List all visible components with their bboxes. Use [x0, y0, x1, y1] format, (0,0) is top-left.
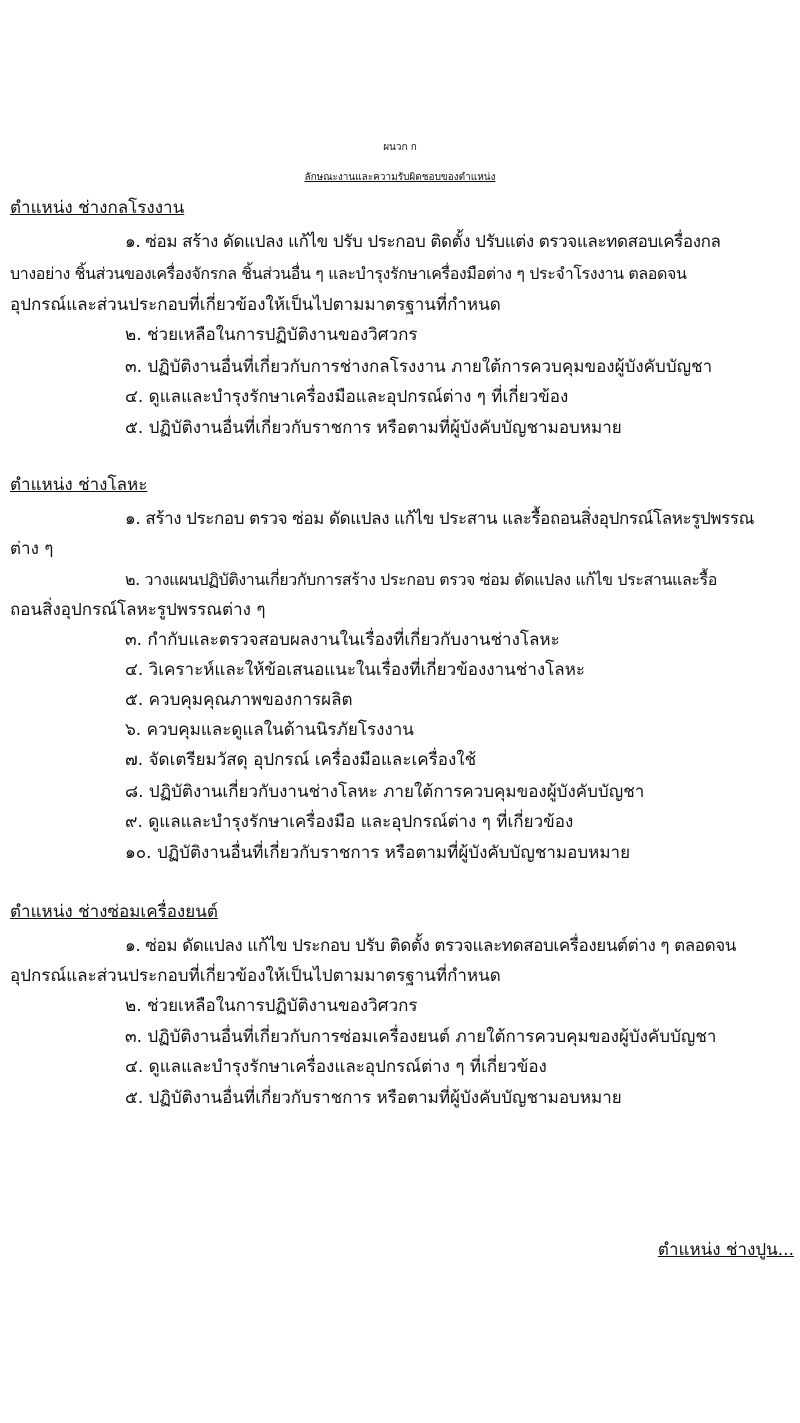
section-line: ๖. ควบคุมและดูแลในด้านนิรภัยโรงงาน: [125, 720, 414, 740]
section-line: ๒. วางแผนปฏิบัติงานเกี่ยวกับการสร้าง ประกอบ ตรวจ ซ่อม ดัดแปลง แก้ไข ประสานและรื้อ: [125, 570, 717, 589]
section-line: อุปกรณ์และส่วนประกอบที่เกี่ยวข้องให้เป็นไปตามมาตรฐานที่กำหนด: [10, 966, 501, 986]
continuation-note: ตำแหน่ง ช่างปูน...: [657, 1240, 794, 1260]
section-line: ๒. ช่วยเหลือในการปฏิบัติงานของวิศวกร: [125, 325, 418, 345]
section-line: ๔. วิเคราะห์และให้ข้อเสนอแนะในเรื่องที่เกี่ยวข้องงานช่างโลหะ: [125, 660, 586, 680]
section-line: ๙. ดูแลและบำรุงรักษาเครื่องมือ และอุปกรณ์ต่าง ๆ ที่เกี่ยวข้อง: [125, 812, 574, 832]
section-line: ๗. จัดเตรียมวัสดุ อุปกรณ์ เครื่องมือและเครื่องใช้: [125, 750, 477, 770]
section-heading-engine-repair: ตำแหน่ง ช่างซ่อมเครื่องยนต์: [10, 902, 218, 922]
section-line: ๑. สร้าง ประกอบ ตรวจ ซ่อม ดัดแปลง แก้ไข ประสาน และรื้อถอนสิ่งอุปกรณ์โลหะรูปพรรณ: [125, 509, 755, 529]
annex-title: ผนวก ก: [383, 142, 417, 153]
section-line: ๓. กำกับและตรวจสอบผลงานในเรื่องที่เกี่ยวกับงานช่างโลหะ: [125, 630, 560, 650]
section-line: ๑. ซ่อม ดัดแปลง แก้ไข ประกอบ ปรับ ติดตั้ง ตรวจและทดสอบเครื่องยนต์ต่าง ๆ ตลอดจน: [125, 936, 736, 956]
section-line: ๔. ดูแลและบำรุงรักษาเครื่องและอุปกรณ์ต่าง ๆ ที่เกี่ยวข้อง: [125, 1057, 547, 1077]
section-line: ๕. ควบคุมคุณภาพของการผลิต: [125, 690, 353, 710]
section-line: บางอย่าง ชิ้นส่วนของเครื่องจักรกล ชิ้นส่วนอื่น ๆ และบำรุงรักษาเครื่องมือต่าง ๆ ประจำโรงงาน ตลอดจน: [10, 264, 687, 283]
section-line: ๘. ปฏิบัติงานเกี่ยวกับงานช่างโลหะ ภายใต้การควบคุมของผู้บังคับบัญชา: [125, 782, 645, 802]
section-line: ๑. ซ่อม สร้าง ดัดแปลง แก้ไข ปรับ ประกอบ ติดตั้ง ปรับแต่ง ตรวจและทดสอบเครื่องกล: [125, 232, 721, 252]
section-line: ๑๐. ปฏิบัติงานอื่นที่เกี่ยวกับราชการ หรือตามที่ผู้บังคับบัญชามอบหมาย: [125, 843, 631, 863]
annex-subtitle: ลักษณะงานและความรับผิดชอบของตำแหน่ง: [304, 172, 496, 183]
section-heading-metalwork: ตำแหน่ง ช่างโลหะ: [10, 475, 148, 495]
section-line: ๕. ปฏิบัติงานอื่นที่เกี่ยวกับราชการ หรือตามที่ผู้บังคับบัญชามอบหมาย: [125, 418, 622, 438]
section-line: ๕. ปฏิบัติงานอื่นที่เกี่ยวกับราชการ หรือตามที่ผู้บังคับบัญชามอบหมาย: [125, 1088, 622, 1108]
section-line: ๓. ปฏิบัติงานอื่นที่เกี่ยวกับการซ่อมเครื่องยนต์ ภายใต้การควบคุมของผู้บังคับบัญชา: [125, 1027, 717, 1047]
section-line: ๔. ดูแลและบำรุงรักษาเครื่องมือและอุปกรณ์ต่าง ๆ ที่เกี่ยวข้อง: [125, 387, 569, 407]
section-line: ถอนสิ่งอุปกรณ์โลหะรูปพรรณต่าง ๆ: [10, 600, 266, 620]
section-heading-machinist: ตำแหน่ง ช่างกลโรงงาน: [10, 198, 185, 218]
section-line: ต่าง ๆ: [10, 539, 54, 559]
section-line: ๓. ปฏิบัติงานอื่นที่เกี่ยวกับการช่างกลโรงงาน ภายใต้การควบคุมของผู้บังคับบัญชา: [125, 357, 713, 377]
section-line: ๒. ช่วยเหลือในการปฏิบัติงานของวิศวกร: [125, 996, 418, 1016]
section-line: อุปกรณ์และส่วนประกอบที่เกี่ยวข้องให้เป็นไปตามมาตรฐานที่กำหนด: [10, 295, 501, 315]
